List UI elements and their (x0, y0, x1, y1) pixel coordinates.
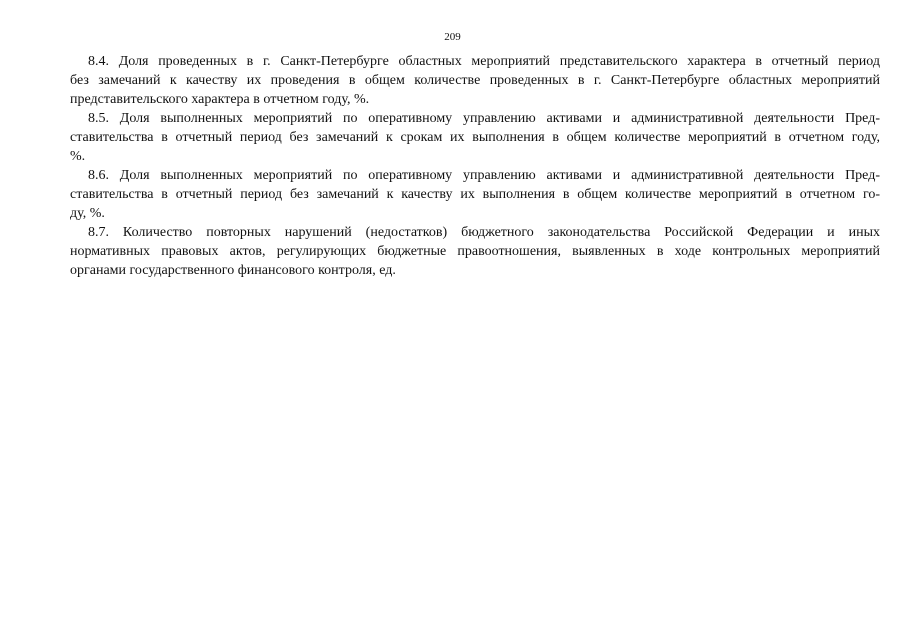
paragraph-8-6 (70, 166, 880, 223)
text-line: ставительства в отчетный период без замечаний к качеству их выполнения в общем количестве мероприятий в отчетном го- (70, 187, 880, 202)
text-line: 8.5. Доля выполненных мероприятий по оперативному управлению активами и административной деятельности Пред- (88, 111, 880, 126)
text-line: ставительства в отчетный период без замечаний к срокам их выполнения в общем количестве мероприятий в отчетном году, (70, 130, 880, 145)
text-line: 8.7. Количество повторных нарушений (недостатков) бюджетного законодательства Российской Федерации и иных (88, 225, 880, 240)
text-line: 8.4. Доля проведенных в г. Санкт-Петербурге областных мероприятий представительского характера в отчетный период (88, 54, 880, 69)
text-line: без замечаний к качеству их проведения в общем количестве проведенных в г. Санкт-Петербурге областных мероприятий (70, 73, 880, 88)
text-line: представительского характера в отчетном году, %. (70, 92, 370, 107)
paragraph-8-5 (70, 109, 880, 166)
paragraph-8-7 (70, 223, 880, 280)
text-line: 8.6. Доля выполненных мероприятий по оперативному управлению активами и административной деятельности Пред- (88, 168, 880, 183)
paragraph-8-4 (70, 52, 880, 109)
text-line: ду, %. (70, 206, 105, 221)
page-number: 209 (444, 31, 461, 43)
text-line: %. (70, 149, 86, 164)
text-line: нормативных правовых актов, регулирующих бюджетные правоотношения, выявленных в ходе контрольных мероприятий (70, 244, 880, 259)
document-body (70, 52, 880, 280)
text-line: органами государственного финансового контроля, ед. (70, 263, 396, 278)
